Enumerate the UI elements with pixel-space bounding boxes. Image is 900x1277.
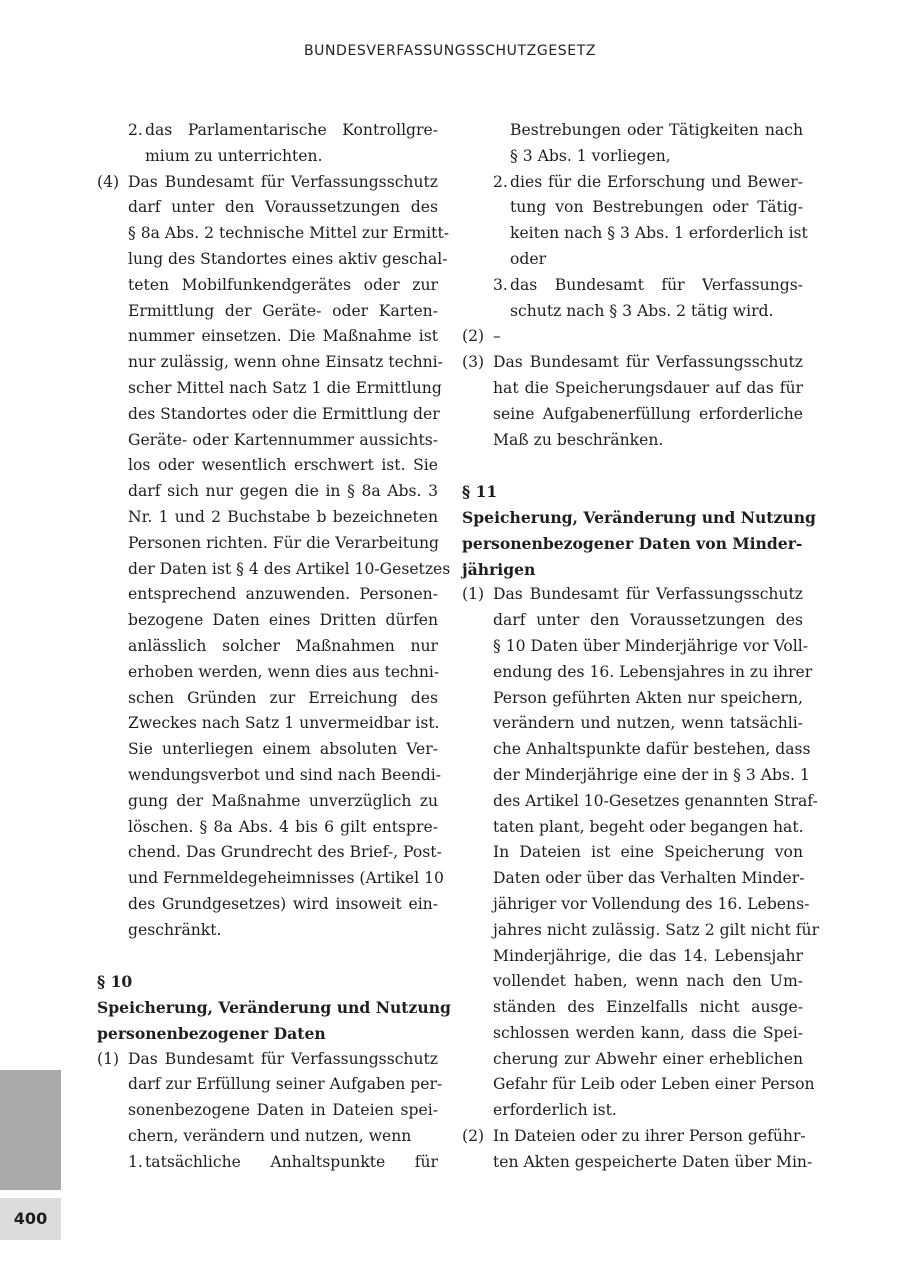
text-line: das Parlamentarische Kontrollgre-	[145, 121, 438, 139]
text-line: § 8a Abs. 2 technische Mittel zur Ermitt-	[128, 224, 449, 243]
list-item-1	[97, 1150, 438, 1176]
text-line: das Bundesamt für Verfassungs-	[510, 275, 803, 294]
text-line: ständen des Einzelfalls nicht ausge-	[493, 998, 803, 1017]
text-line: jähriger vor Vollendung des 16. Lebens-	[493, 894, 810, 913]
text-line: chern, verändern und nutzen, wenn	[128, 1127, 412, 1146]
paragraph-number: (3)	[462, 353, 485, 372]
paragraph-number: (1)	[462, 585, 485, 604]
text-line: Das Bundesamt für Verfassungsschutz	[128, 172, 438, 191]
text-line: sonenbezogene Daten in Dateien spei-	[128, 1101, 438, 1120]
text-line: der Daten ist § 4 des Artikel 10-Gesetzes	[128, 559, 451, 578]
text-line: taten plant, begeht oder begangen hat.	[493, 817, 804, 836]
text-line: nummer einsetzen. Die Maßnahme ist	[128, 327, 438, 346]
text-line: schutz nach § 3 Abs. 2 tätig wird.	[510, 301, 774, 320]
section-number: § 10	[97, 972, 133, 992]
text-line: Personen richten. Für die Verarbeitung	[128, 533, 440, 552]
text-line: In Dateien oder zu ihrer Person geführ-	[493, 1127, 806, 1146]
text-line: teten Mobilfunkendgerätes oder zur	[128, 275, 438, 294]
text-line: Das Bundesamt für Verfassungsschutz	[493, 353, 803, 372]
left-column	[97, 118, 451, 1176]
paragraph-number: (4)	[97, 172, 120, 191]
text-line: Person geführten Akten nur speichern,	[493, 688, 803, 707]
text-line: bezogene Daten eines Dritten dürfen	[128, 611, 438, 630]
text-line: § 10 Daten über Minderjährige vor Voll-	[493, 636, 809, 655]
text-line: anlässlich solcher Maßnahmen nur	[128, 636, 438, 655]
spacer	[97, 944, 438, 970]
text-line: Nr. 1 und 2 Buchstabe b bezeichneten	[128, 507, 438, 526]
text-line: verändern und nutzen, wenn tatsächli-	[493, 714, 803, 733]
text-line: Daten oder über das Verhalten Minder-	[493, 869, 805, 888]
text-line: los oder wesentlich erschwert ist. Sie	[128, 456, 438, 475]
spacer	[462, 453, 803, 479]
text-line: des Standortes oder die Ermittlung der	[128, 404, 440, 423]
text-line: Gefahr für Leib oder Leben einer Person	[493, 1075, 815, 1094]
text-line: darf zur Erfüllung seiner Aufgaben per-	[128, 1075, 443, 1094]
text-line: Zweckes nach Satz 1 unvermeidbar ist.	[128, 714, 440, 733]
text-line: der Minderjährige eine der in § 3 Abs. 1	[493, 765, 810, 784]
text-line: löschen. § 8a Abs. 4 bis 6 gilt entspre-	[128, 817, 438, 836]
text-line: Ermittlung der Geräte- oder Karten-	[128, 301, 438, 320]
list-item-2	[462, 170, 803, 196]
text-line: keiten nach § 3 Abs. 1 erforderlich ist	[510, 224, 808, 243]
paragraph-2	[462, 1124, 806, 1150]
text-line: nur zulässig, wenn ohne Einsatz techni-	[128, 353, 443, 372]
paragraph-1	[462, 582, 803, 608]
text-line: dies für die Erforschung und Bewer-	[510, 172, 803, 191]
list-item-number: 2.	[128, 121, 143, 139]
text-line: wendungsverbot und sind nach Beendi-	[128, 765, 442, 784]
section-number: § 11	[462, 482, 498, 502]
text-line: Maß zu beschränken.	[493, 430, 664, 449]
text-line: geschränkt.	[128, 920, 222, 939]
page-number-box	[0, 1198, 61, 1240]
text-line: erforderlich ist.	[493, 1101, 617, 1120]
list-item-3	[462, 273, 803, 299]
text-line: erhoben werden, wenn dies aus techni-	[128, 662, 440, 681]
list-item-2	[97, 118, 438, 144]
text-line: Minderjährige, die das 14. Lebensjahr	[493, 946, 803, 965]
text-line: § 3 Abs. 1 vorliegen,	[510, 146, 671, 165]
list-item-number: 2.	[493, 172, 508, 191]
paragraph-2	[462, 324, 803, 350]
paragraph-number: (1)	[97, 1049, 120, 1068]
text-line: In Dateien ist eine Speicherung von	[493, 843, 803, 862]
paragraph-number: (2)	[462, 1127, 485, 1146]
text-line: des Grundgesetzes) wird insoweit ein-	[128, 894, 438, 913]
text-line: jahres nicht zulässig. Satz 2 gilt nicht für	[493, 920, 820, 939]
text-line: Geräte- oder Kartennummer aussichts-	[128, 430, 438, 449]
list-item-number: 1.	[128, 1152, 143, 1171]
text-line: –	[493, 327, 501, 346]
text-line: entsprechend anzuwenden. Personen-	[128, 585, 438, 604]
paragraph-3	[462, 350, 803, 376]
paragraph-4	[97, 170, 438, 196]
paragraph-1	[97, 1047, 438, 1073]
text-line: schen Gründen zur Erreichung des	[128, 688, 438, 707]
text-line: vollendet haben, wenn nach den Um-	[493, 972, 803, 991]
text-line: scher Mittel nach Satz 1 die Ermittlung	[128, 378, 442, 397]
text-line: lung des Standortes eines aktiv geschal-	[128, 249, 448, 268]
running-header: BUNDESVERFASSUNGSSCHUTZGESETZ	[303, 43, 597, 59]
text-line: chend. Das Grundrecht des Brief-, Post-	[128, 843, 442, 862]
text-line: endung des 16. Lebensjahres in zu ihrer	[493, 662, 813, 681]
section-title: Speicherung, Veränderung und Nutzung	[462, 507, 816, 527]
text-line: ten Akten gespeicherte Daten über Min-	[493, 1152, 813, 1171]
list-item-number: 3.	[493, 275, 508, 294]
section-title: Speicherung, Veränderung und Nutzung	[97, 998, 451, 1018]
section-title: jährigen	[462, 559, 536, 579]
text-line: Sie unterliegen einem absoluten Ver-	[128, 740, 438, 759]
text-line: oder	[510, 249, 547, 268]
text-line: tatsächliche Anhaltspunkte für	[145, 1152, 438, 1171]
section-title: personenbezogener Daten von Minder-	[462, 533, 803, 553]
text-line: darf unter den Voraussetzungen des	[128, 198, 438, 217]
text-line: cherung zur Abwehr einer erheblichen	[493, 1049, 803, 1068]
page-number: 400	[13, 1209, 48, 1228]
right-column	[462, 118, 820, 1176]
text-line: che Anhaltspunkte dafür bestehen, dass	[493, 740, 811, 759]
paragraph-number: (2)	[462, 327, 485, 346]
text-line: darf unter den Voraussetzungen des	[493, 611, 803, 630]
section-title: personenbezogener Daten	[97, 1023, 326, 1043]
text-line: darf sich nur gegen die in § 8a Abs. 3	[128, 482, 438, 501]
text-line: mium zu unterrichten.	[145, 146, 323, 165]
chapter-side-tab	[0, 1070, 61, 1190]
text-line: Bestrebungen oder Tätigkeiten nach	[510, 121, 803, 139]
text-line: tung von Bestrebungen oder Tätig-	[510, 198, 803, 217]
text-line: gung der Maßnahme unverzüglich zu	[128, 791, 438, 810]
text-line: und Fernmeldegeheimnisses (Artikel 10	[128, 869, 444, 888]
text-line: schlossen werden kann, dass die Spei-	[493, 1023, 803, 1042]
text-line: Das Bundesamt für Verfassungsschutz	[493, 585, 803, 604]
text-line: seine Aufgabenerfüllung erforderliche	[493, 404, 803, 423]
text-line: des Artikel 10-Gesetzes genannten Straf-	[493, 791, 818, 810]
text-line: Das Bundesamt für Verfassungsschutz	[128, 1049, 438, 1068]
text-line: hat die Speicherungsdauer auf das für	[493, 378, 803, 397]
